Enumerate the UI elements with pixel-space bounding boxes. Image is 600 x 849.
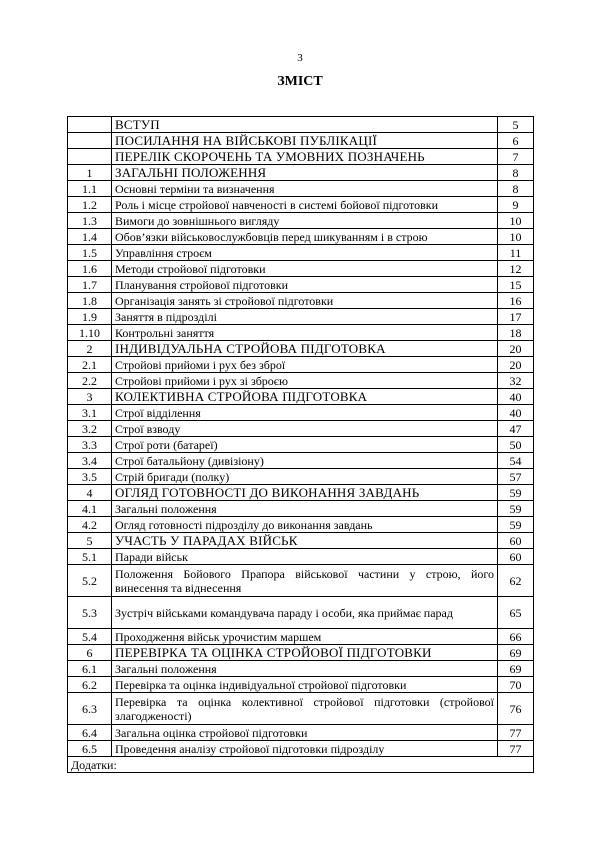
toc-row	[68, 693, 534, 725]
toc-page-number: 70	[498, 677, 534, 693]
toc-page-number: 66	[498, 629, 534, 645]
toc-title: ПЕРЕЛІК СКОРОЧЕНЬ ТА УМОВНИХ ПОЗНАЧЕНЬ	[112, 149, 498, 165]
toc-title: Управління строєм	[112, 245, 498, 261]
toc-title: Заняття в підрозділі	[112, 309, 498, 325]
toc-page-number: 16	[498, 293, 534, 309]
toc-title: Проведення аналізу стройової підготовки підрозділу	[112, 741, 498, 757]
toc-number: 2.2	[68, 373, 112, 389]
toc-number: 1.8	[68, 293, 112, 309]
toc-body	[68, 117, 534, 773]
table-of-contents	[67, 116, 534, 773]
toc-row	[68, 725, 534, 741]
toc-page-number: 69	[498, 645, 534, 661]
toc-row	[68, 437, 534, 453]
page-title: ЗМІСТ	[277, 74, 323, 89]
toc-number: 3.2	[68, 421, 112, 437]
toc-number: 1.2	[68, 197, 112, 213]
toc-title: Роль і місце стройової навченості в системі бойової підготовки	[112, 197, 498, 213]
toc-title: Паради військ	[112, 549, 498, 565]
toc-title: Зустріч військами командувача параду і особи, яка приймає парад	[112, 597, 498, 629]
toc-number: 5.2	[68, 565, 112, 597]
toc-page-number: 6	[498, 133, 534, 149]
toc-page-number: 76	[498, 693, 534, 725]
toc-number: 3.5	[68, 469, 112, 485]
toc-page-number: 50	[498, 437, 534, 453]
toc-page-number: 7	[498, 149, 534, 165]
page-number: 3	[297, 52, 303, 64]
toc-row	[68, 117, 534, 133]
toc-row	[68, 405, 534, 421]
toc-page-number: 59	[498, 485, 534, 501]
toc-page-number: 10	[498, 229, 534, 245]
toc-row	[68, 661, 534, 677]
toc-row	[68, 517, 534, 533]
toc-title: ВСТУП	[112, 117, 498, 133]
toc-number: 4.2	[68, 517, 112, 533]
toc-title: Методи стройової підготовки	[112, 261, 498, 277]
toc-page-number: 5	[498, 117, 534, 133]
toc-number: 6.1	[68, 661, 112, 677]
toc-row	[68, 453, 534, 469]
toc-page-number: 15	[498, 277, 534, 293]
toc-row	[68, 741, 534, 757]
toc-title: ЗАГАЛЬНІ ПОЛОЖЕННЯ	[112, 165, 498, 181]
toc-number: 1.1	[68, 181, 112, 197]
toc-row	[68, 197, 534, 213]
toc-page-number: 54	[498, 453, 534, 469]
toc-row	[68, 533, 534, 549]
toc-title: Перевірка та оцінка колективної стройової підготовки (стройової злагодженості)	[112, 693, 498, 725]
toc-title: Строї взводу	[112, 421, 498, 437]
toc-number: 1.10	[68, 325, 112, 341]
toc-title: Вимоги до зовнішнього вигляду	[112, 213, 498, 229]
toc-page-number: 65	[498, 597, 534, 629]
toc-number: 1.5	[68, 245, 112, 261]
toc-row	[68, 485, 534, 501]
toc-number: 1.3	[68, 213, 112, 229]
toc-number: 1.6	[68, 261, 112, 277]
toc-title: Основні терміни та визначення	[112, 181, 498, 197]
toc-number: 6.4	[68, 725, 112, 741]
toc-number: 3.4	[68, 453, 112, 469]
toc-page-number: 62	[498, 565, 534, 597]
toc-row	[68, 325, 534, 341]
toc-page-number: 17	[498, 309, 534, 325]
toc-row	[68, 309, 534, 325]
toc-row	[68, 357, 534, 373]
toc-row	[68, 341, 534, 357]
toc-page-number: 59	[498, 517, 534, 533]
toc-title: Стройові прийоми і рух без зброї	[112, 357, 498, 373]
toc-page-number: 32	[498, 373, 534, 389]
toc-row	[68, 597, 534, 629]
toc-page-number: 10	[498, 213, 534, 229]
toc-title: Перевірка та оцінка індивідуальної стройової підготовки	[112, 677, 498, 693]
toc-row	[68, 373, 534, 389]
toc-number: 6.5	[68, 741, 112, 757]
toc-title: ПЕРЕВІРКА ТА ОЦІНКА СТРОЙОВОЇ ПІДГОТОВКИ	[112, 645, 498, 661]
toc-title: Огляд готовності підрозділу до виконання завдань	[112, 517, 498, 533]
toc-title: ОГЛЯД ГОТОВНОСТІ ДО ВИКОНАННЯ ЗАВДАНЬ	[112, 485, 498, 501]
toc-number	[68, 149, 112, 165]
toc-row	[68, 645, 534, 661]
toc-title: Загальні положення	[112, 501, 498, 517]
toc-title: КОЛЕКТИВНА СТРОЙОВА ПІДГОТОВКА	[112, 389, 498, 405]
toc-row	[68, 165, 534, 181]
toc-page-number: 18	[498, 325, 534, 341]
toc-title: Планування стройової підготовки	[112, 277, 498, 293]
toc-number: 1.7	[68, 277, 112, 293]
toc-page-number: 77	[498, 741, 534, 757]
toc-number	[68, 117, 112, 133]
toc-number	[68, 133, 112, 149]
toc-row	[68, 133, 534, 149]
toc-page-number: 60	[498, 533, 534, 549]
toc-page-number: 9	[498, 197, 534, 213]
toc-row	[68, 277, 534, 293]
toc-title: Стройові прийоми і рух зі зброєю	[112, 373, 498, 389]
toc-title: Строї батальйону (дивізіону)	[112, 453, 498, 469]
toc-number: 3.3	[68, 437, 112, 453]
toc-page-number: 8	[498, 165, 534, 181]
toc-title: Організація занять зі стройової підготовки	[112, 293, 498, 309]
toc-page-number: 8	[498, 181, 534, 197]
toc-row	[68, 181, 534, 197]
toc-title: Обов’язки військовослужбовців перед шикуванням і в строю	[112, 229, 498, 245]
toc-number: 5	[68, 533, 112, 549]
toc-row	[68, 293, 534, 309]
toc-number: 6	[68, 645, 112, 661]
toc-page-number: 20	[498, 341, 534, 357]
toc-title: УЧАСТЬ У ПАРАДАХ ВІЙСЬК	[112, 533, 498, 549]
toc-title: Загальна оцінка стройової підготовки	[112, 725, 498, 741]
toc-number: 3.1	[68, 405, 112, 421]
toc-page-number: 47	[498, 421, 534, 437]
toc-row	[68, 389, 534, 405]
toc-page-number: 12	[498, 261, 534, 277]
toc-title: Положення Бойового Прапора військової частини у строю, його винесення та віднесення	[112, 565, 498, 597]
toc-row	[68, 501, 534, 517]
toc-title: Строї відділення	[112, 405, 498, 421]
toc-title: Контрольні заняття	[112, 325, 498, 341]
toc-page-number: 11	[498, 245, 534, 261]
toc-page-number: 20	[498, 357, 534, 373]
toc-title: Загальні положення	[112, 661, 498, 677]
toc-page-number: 40	[498, 389, 534, 405]
toc-number: 5.1	[68, 549, 112, 565]
toc-number: 6.3	[68, 693, 112, 725]
toc-number: 3	[68, 389, 112, 405]
toc-title: ІНДИВІДУАЛЬНА СТРОЙОВА ПІДГОТОВКА	[112, 341, 498, 357]
toc-page-number: 40	[498, 405, 534, 421]
toc-title: Строї роти (батареї)	[112, 437, 498, 453]
toc-appendix-row	[68, 757, 534, 773]
toc-number: 2.1	[68, 357, 112, 373]
toc-number: 1.9	[68, 309, 112, 325]
toc-row	[68, 421, 534, 437]
toc-row	[68, 549, 534, 565]
toc-row	[68, 565, 534, 597]
toc-title: ПОСИЛАННЯ НА ВІЙСЬКОВІ ПУБЛІКАЦІЇ	[112, 133, 498, 149]
toc-number: 4.1	[68, 501, 112, 517]
toc-row	[68, 245, 534, 261]
toc-number: 4	[68, 485, 112, 501]
toc-page-number: 77	[498, 725, 534, 741]
toc-page-number: 59	[498, 501, 534, 517]
toc-number: 5.3	[68, 597, 112, 629]
appendix-label: Додатки:	[68, 757, 534, 773]
toc-row	[68, 261, 534, 277]
toc-number: 2	[68, 341, 112, 357]
toc-row	[68, 213, 534, 229]
toc-page-number: 69	[498, 661, 534, 677]
toc-number: 6.2	[68, 677, 112, 693]
toc-row	[68, 229, 534, 245]
toc-page-number: 60	[498, 549, 534, 565]
toc-row	[68, 629, 534, 645]
toc-row	[68, 469, 534, 485]
toc-row	[68, 677, 534, 693]
toc-title: Проходження військ урочистим маршем	[112, 629, 498, 645]
toc-row	[68, 149, 534, 165]
toc-title: Стрій бригади (полку)	[112, 469, 498, 485]
toc-number: 1.4	[68, 229, 112, 245]
toc-number: 1	[68, 165, 112, 181]
toc-page-number: 57	[498, 469, 534, 485]
toc-number: 5.4	[68, 629, 112, 645]
